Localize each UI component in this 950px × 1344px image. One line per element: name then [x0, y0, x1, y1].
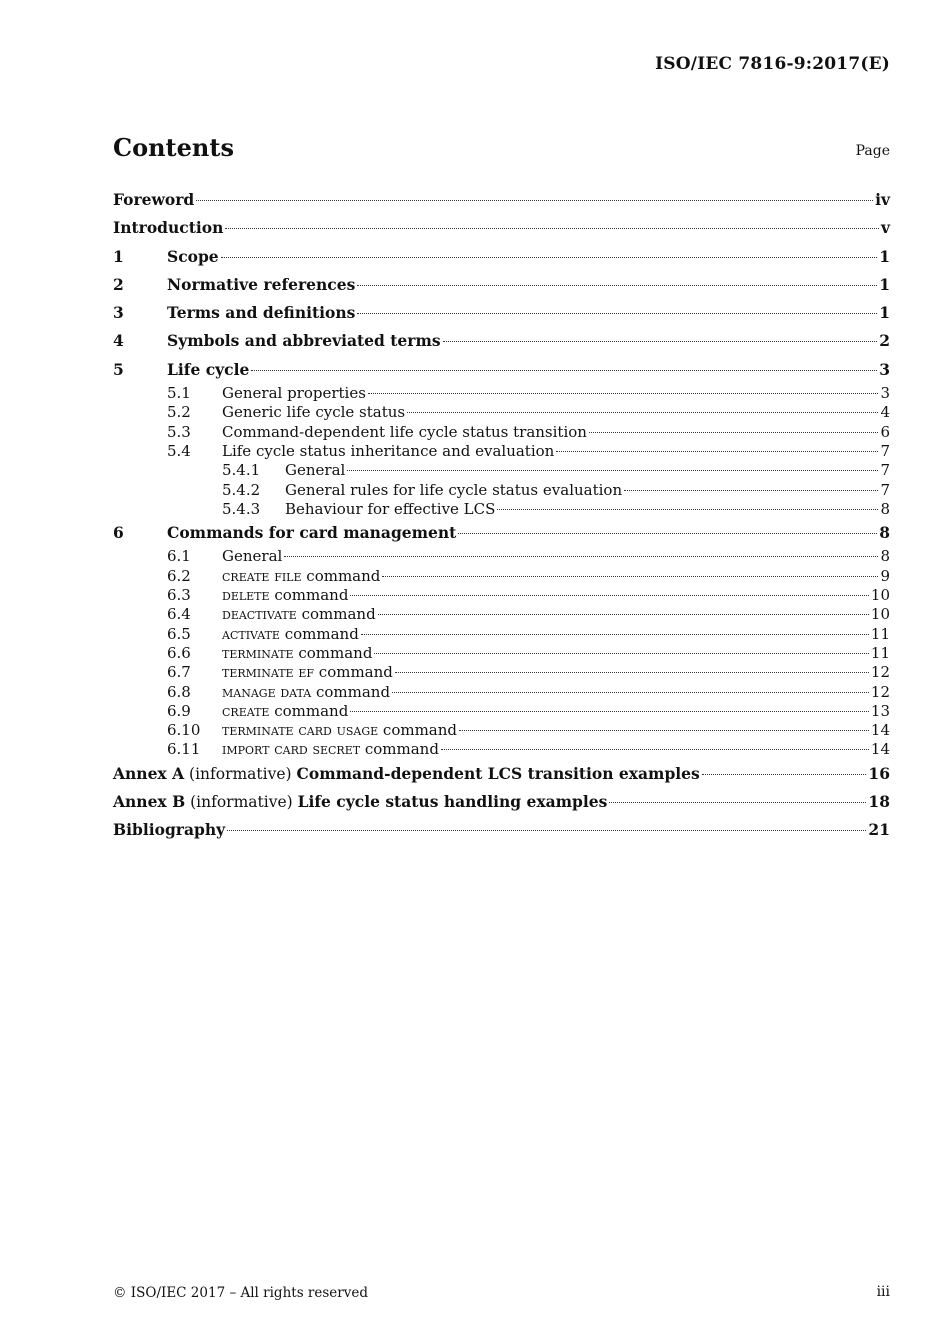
toc-entry-annex-a[interactable]: Annex A (informative) Command-dependent LCS transition examples 16 [113, 763, 890, 783]
dot-leader [392, 692, 869, 693]
toc-entry-6-10[interactable]: 6.10 terminate card usage command 14 [167, 721, 890, 740]
dot-leader [284, 556, 878, 557]
toc-entry-commands[interactable]: 6 Commands for card management 8 [113, 523, 890, 543]
dot-leader [225, 228, 879, 229]
dot-leader [227, 830, 866, 831]
dot-leader [251, 370, 877, 371]
toc-entry-6-7[interactable]: 6.7 terminate ef command 12 [167, 663, 890, 682]
dot-leader [374, 653, 868, 654]
toc-entry-terms-and-definitions[interactable]: 3 Terms and definitions 1 [113, 303, 890, 323]
toc-entry-5-1[interactable]: 5.1 General properties 3 [167, 384, 890, 403]
dot-leader [702, 774, 867, 775]
dot-leader [347, 470, 878, 471]
toc-entry-5-3[interactable]: 5.3 Command-dependent life cycle status transition 6 [167, 422, 890, 441]
toc-entry-normative-references[interactable]: 2 Normative references 1 [113, 274, 890, 294]
toc-entry-5-4-3[interactable]: 5.4.3 Behaviour for effective LCS 8 [222, 499, 890, 518]
dot-leader [350, 711, 869, 712]
dot-leader [459, 730, 869, 731]
toc-entry-6-8[interactable]: 6.8 manage data command 12 [167, 682, 890, 701]
toc-entry-6-3[interactable]: 6.3 delete command 10 [167, 586, 890, 605]
dot-leader [357, 313, 877, 314]
contents-title: Contents [113, 133, 234, 162]
standard-id: ISO/IEC 7816-9:2017(E) [655, 54, 890, 74]
toc-entry-scope[interactable]: 1 Scope 1 [113, 246, 890, 266]
dot-leader [624, 490, 878, 491]
dot-leader [395, 672, 869, 673]
page-number: iii [876, 1284, 890, 1300]
copyright-notice: © ISO/IEC 2017 – All rights reserved [113, 1285, 368, 1301]
dot-leader [556, 451, 878, 452]
dot-leader [407, 412, 878, 413]
toc-entry-5-4-2[interactable]: 5.4.2 General rules for life cycle status evaluation 7 [222, 480, 890, 499]
toc-entry-annex-b[interactable]: Annex B (informative) Life cycle status handling examples 18 [113, 792, 890, 812]
dot-leader [497, 509, 878, 510]
dot-leader [368, 393, 879, 394]
toc-entry-6-6[interactable]: 6.6 terminate command 11 [167, 643, 890, 662]
dot-leader [350, 595, 868, 596]
dot-leader [382, 576, 878, 577]
toc-entry-symbols[interactable]: 4 Symbols and abbreviated terms 2 [113, 331, 890, 351]
toc-entry-6-5[interactable]: 6.5 activate command 11 [167, 624, 890, 643]
dot-leader [357, 285, 877, 286]
toc-entry-6-4[interactable]: 6.4 deactivate command 10 [167, 605, 890, 624]
toc-entry-foreword[interactable]: Foreword iv [113, 190, 890, 209]
toc-entry-6-1[interactable]: 6.1 General 8 [167, 547, 890, 566]
toc-entry-6-11[interactable]: 6.11 import card secret command 14 [167, 740, 890, 759]
dot-leader [221, 257, 878, 258]
dot-leader [589, 432, 879, 433]
dot-leader [196, 200, 873, 201]
toc-entry-bibliography[interactable]: Bibliography 21 [113, 820, 890, 840]
toc-entry-life-cycle[interactable]: 5 Life cycle 3 [113, 359, 890, 379]
dot-leader [378, 614, 869, 615]
dot-leader [609, 802, 866, 803]
page-column-label: Page [855, 143, 890, 159]
toc-entry-5-4-1[interactable]: 5.4.1 General 7 [222, 461, 890, 480]
toc-entry-5-2[interactable]: 5.2 Generic life cycle status 4 [167, 403, 890, 422]
dot-leader [443, 341, 878, 342]
toc-entry-5-4[interactable]: 5.4 Life cycle status inheritance and evaluation 7 [167, 441, 890, 460]
toc-entry-6-9[interactable]: 6.9 create command 13 [167, 701, 890, 720]
toc-entry-6-2[interactable]: 6.2 create file command 9 [167, 566, 890, 585]
dot-leader [361, 634, 869, 635]
toc-entry-introduction[interactable]: Introduction v [113, 218, 890, 238]
dot-leader [458, 533, 877, 534]
table-of-contents [113, 186, 890, 845]
dot-leader [441, 749, 869, 750]
